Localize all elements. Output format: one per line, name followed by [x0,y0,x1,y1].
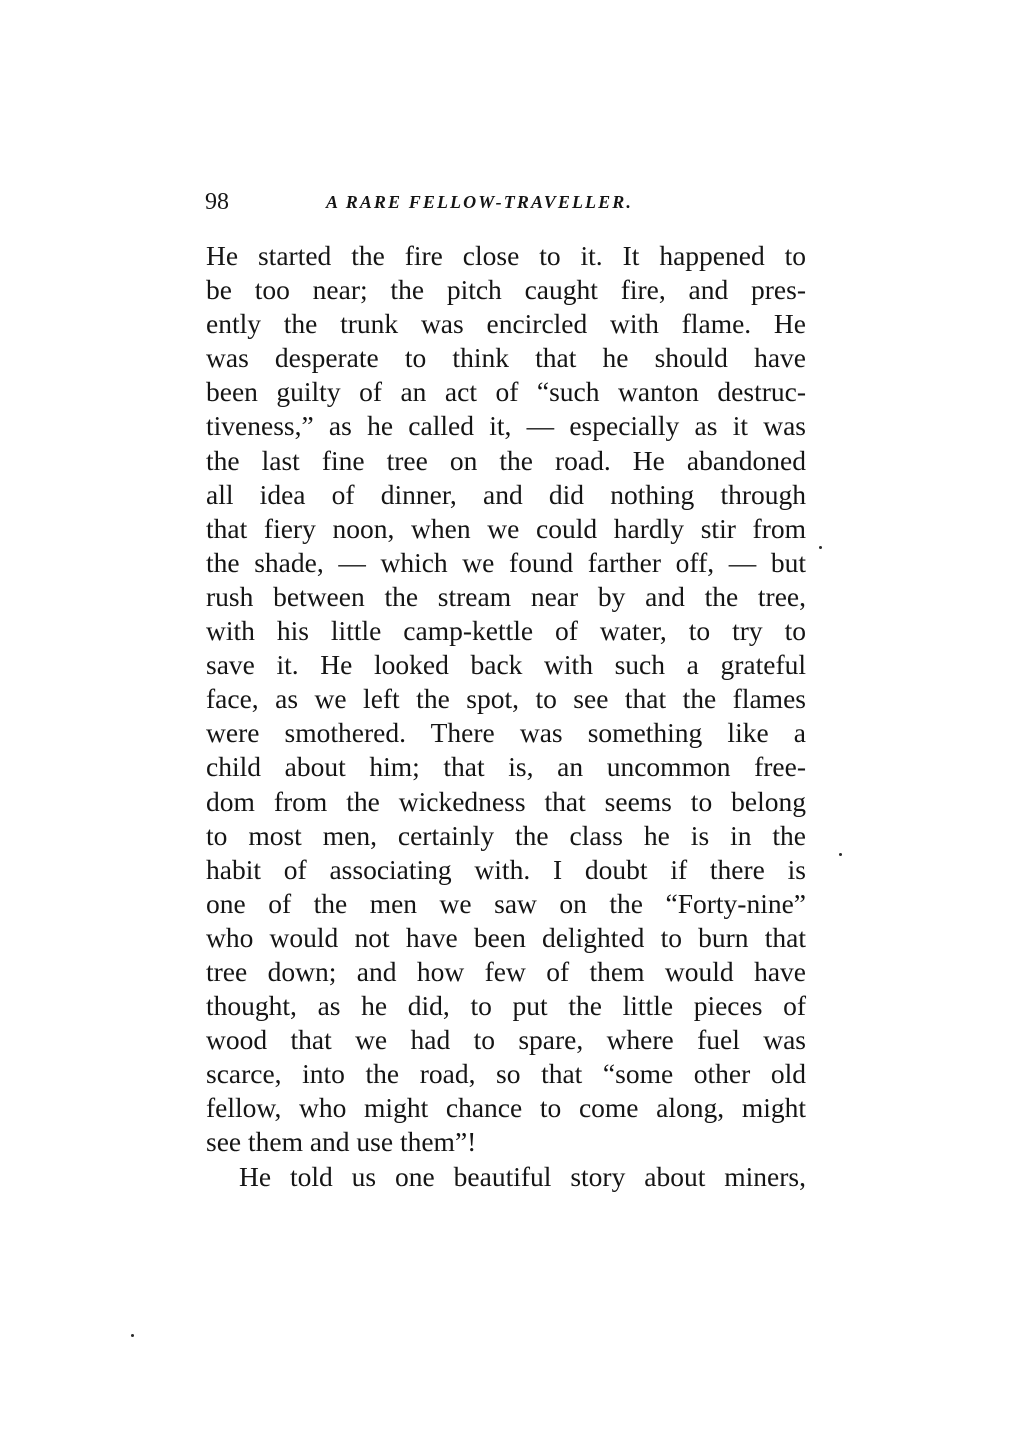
text-line: with his little camp-kettle of water, to try to [206,615,806,647]
text-line: tree down; and how few of them would have [206,955,806,987]
ink-speck [131,1334,134,1337]
page-number: 98 [205,189,229,215]
text-line: the shade, — which we found farther off, — but [206,546,806,578]
text-line: scarce, into the road, so that “some other old [206,1058,806,1090]
text-line: thought, as he did, to put the little pieces of [206,990,806,1022]
running-head [205,187,805,217]
text-line: He told us one beautiful story about miners, [239,1160,806,1192]
text-line: who would not have been delighted to burn that [206,921,806,953]
running-title: A RARE FELLOW-TRAVELLER. [326,192,633,212]
text-line: habit of associating with. I doubt if there is [206,853,806,885]
text-line: were smothered. There was something like a [206,717,806,749]
paragraph [206,1160,806,1194]
paragraph [206,239,806,1160]
text-line: dom from the wickedness that seems to belong [206,785,806,817]
ink-speck [839,853,842,856]
text-line: He started the fire close to it. It happened to [206,240,806,271]
text-line: all idea of dinner, and did nothing through [206,478,806,510]
ink-speck [819,546,822,549]
text-line: one of the men we saw on the “Forty-nine” [206,887,806,919]
text-line: the last fine tree on the road. He abandoned [206,444,806,476]
text-line: tiveness,” as he called it, — especially as it was [206,410,806,442]
text-line: be too near; the pitch caught fire, and pres- [206,274,806,306]
body-text [206,239,806,1194]
text-line: see them and use them”! [206,1126,477,1158]
text-line: to most men, certainly the class he is in the [206,819,806,851]
text-line: was desperate to think that he should have [206,342,806,374]
text-line: fellow, who might chance to come along, might [206,1092,806,1124]
text-line: that fiery noon, when we could hardly stir from [206,512,806,544]
text-line: save it. He looked back with such a grateful [206,649,806,681]
text-line: wood that we had to spare, where fuel was [206,1024,806,1056]
text-line: rush between the stream near by and the tree, [206,580,806,612]
text-line: ently the trunk was encircled with flame. He [206,308,806,340]
text-line: face, as we left the spot, to see that the flames [206,683,806,715]
text-line: been guilty of an act of “such wanton destruc- [206,376,806,408]
text-line: child about him; that is, an uncommon free- [206,751,806,783]
